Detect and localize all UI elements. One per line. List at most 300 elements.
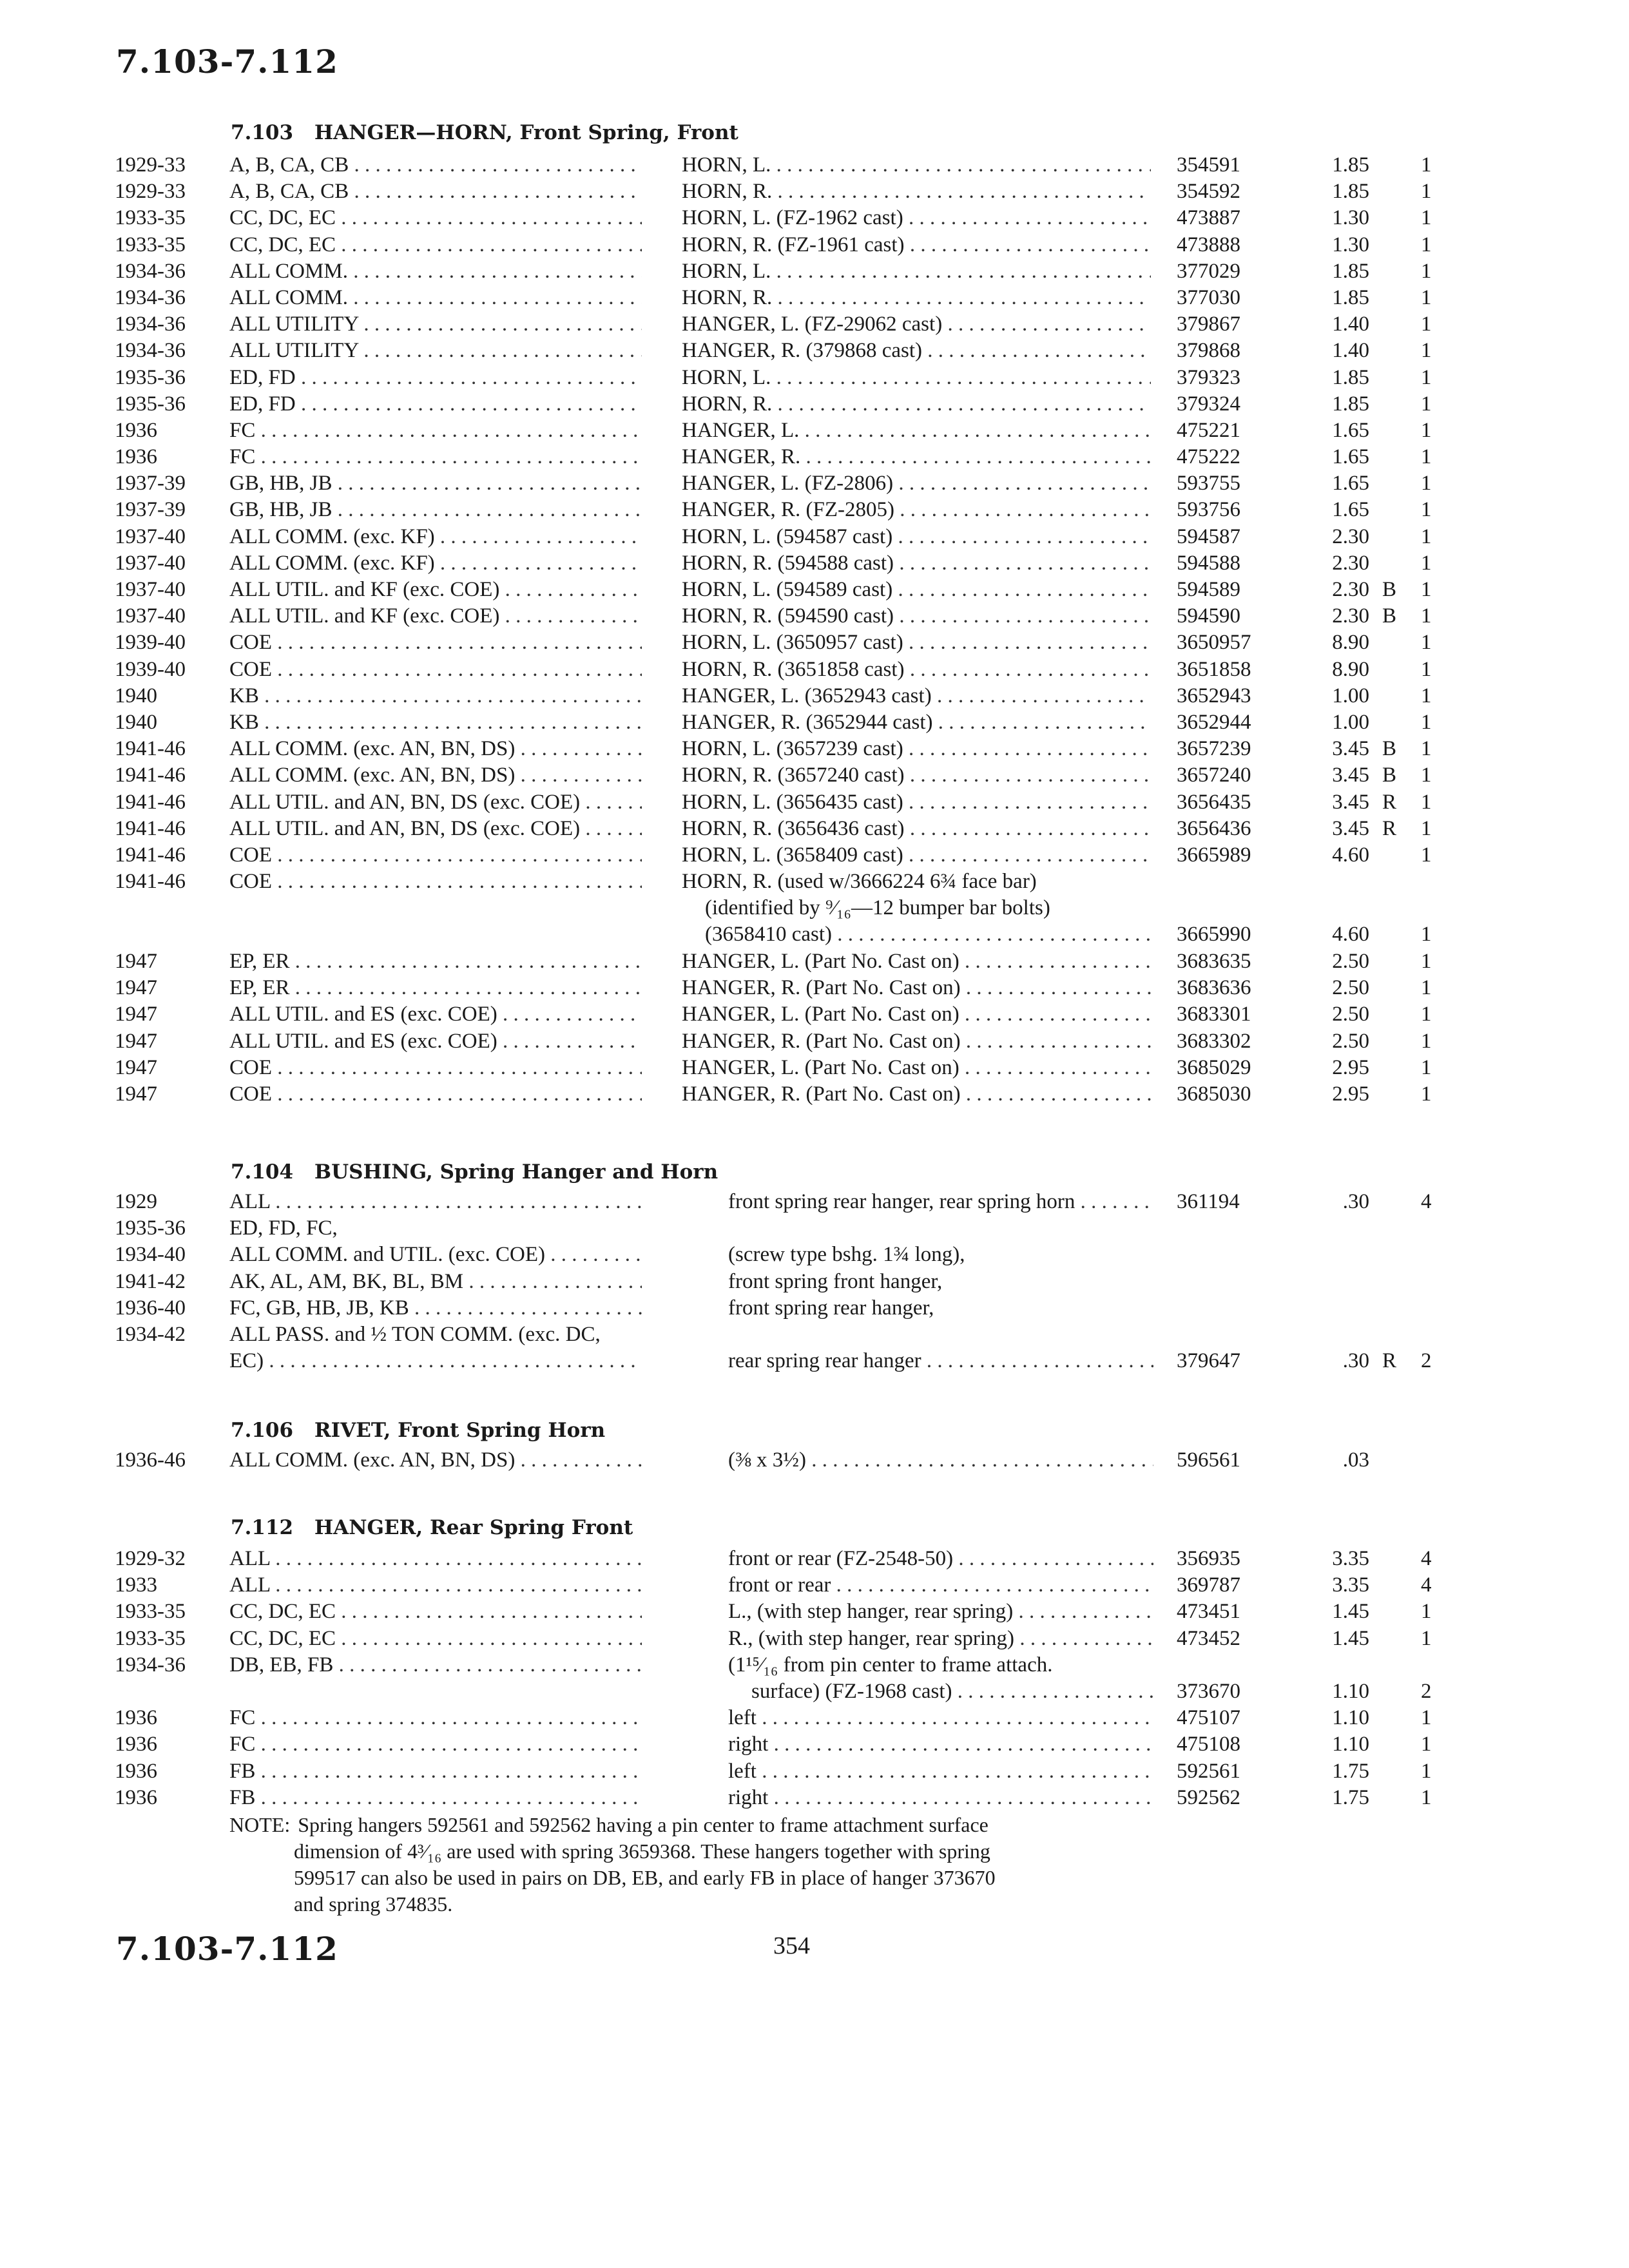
description-cell: HORN, R. (594588 cast) . . . xyxy=(682,550,1151,577)
qty-cell: 1 xyxy=(1421,950,1432,974)
year-cell: 1947 xyxy=(115,950,157,974)
models-cell: ALL COMM. and UTIL. (exc. COE) . . . xyxy=(229,1242,642,1268)
section-heading xyxy=(231,121,738,144)
table-row xyxy=(0,338,1629,364)
note-text: 599517 can also be used in pairs on DB, EB, and early FB in place of hanger 373670 xyxy=(294,1866,996,1889)
models-cell: ALL UTILITY . . . xyxy=(229,338,642,364)
year-cell: 1933-35 xyxy=(115,1626,186,1650)
models-cell: COE . . . xyxy=(229,1055,642,1081)
price-cell: 2.50 xyxy=(1332,1003,1369,1026)
description-cell: HANGER, R. . . . xyxy=(682,444,1151,470)
part-number-cell: 379323 xyxy=(1177,365,1240,389)
code-cell: R xyxy=(1382,790,1397,814)
description-cell: HANGER, R. (Part No. Cast on) . . . xyxy=(682,1028,1151,1055)
qty-cell: 1 xyxy=(1421,1785,1432,1809)
part-number-cell: 377029 xyxy=(1177,259,1240,283)
models-cell: ALL . . . xyxy=(229,1572,642,1599)
qty-cell: 1 xyxy=(1421,180,1432,204)
section-number: 7.106 xyxy=(231,1419,294,1442)
footnote xyxy=(229,1812,1157,1917)
price-cell: 1.10 xyxy=(1332,1679,1369,1703)
models-cell: ED, FD . . . xyxy=(229,391,642,418)
year-cell: 1937-40 xyxy=(115,524,186,548)
models-cell: CC, DC, EC . . . xyxy=(229,232,642,258)
description-cell: HANGER, L. (3652943 cast) . . . xyxy=(682,683,1151,709)
qty-cell: 1 xyxy=(1421,684,1432,707)
description-cell: HANGER, L. (FZ-29062 cast) . . . xyxy=(682,311,1151,338)
part-number-cell: 3683302 xyxy=(1177,1029,1251,1053)
year-cell: 1936 xyxy=(115,1785,157,1809)
year-cell: 1947 xyxy=(115,976,157,1000)
price-cell: 1.40 xyxy=(1332,339,1369,363)
year-cell: 1936 xyxy=(115,1733,157,1756)
section-heading xyxy=(231,1419,605,1442)
section-title: BUSHING, Spring Hanger and Horn xyxy=(314,1160,718,1184)
part-number-cell: 592561 xyxy=(1177,1759,1240,1783)
year-cell: 1934-36 xyxy=(115,1653,186,1677)
qty-cell: 1 xyxy=(1421,365,1432,389)
models-cell: FC . . . xyxy=(229,1731,642,1758)
part-number-cell: 475108 xyxy=(1177,1733,1240,1756)
description-cell: HANGER, R. (Part No. Cast on) . . . xyxy=(682,1081,1151,1108)
page-number: 354 xyxy=(773,1932,810,1959)
price-cell: 3.45 xyxy=(1332,816,1369,840)
models-cell: ALL UTILITY . . . xyxy=(229,311,642,338)
qty-cell: 1 xyxy=(1421,1759,1432,1783)
table-row xyxy=(0,1758,1629,1785)
section-number: 7.103 xyxy=(231,121,294,144)
code-cell: R xyxy=(1382,1349,1397,1373)
qty-cell: 1 xyxy=(1421,843,1432,867)
table-row xyxy=(0,709,1629,736)
year-cell: 1947 xyxy=(115,1003,157,1026)
qty-cell: 1 xyxy=(1421,1733,1432,1756)
models-cell: ALL UTIL. and ES (exc. COE) . . . xyxy=(229,1028,642,1055)
description-cell: front or rear (FZ-2548-50) . . . xyxy=(728,1546,1153,1572)
description-cell: (⅜ x 3½) . . . xyxy=(728,1447,1153,1474)
models-cell: ALL . . . xyxy=(229,1189,642,1215)
qty-cell: 4 xyxy=(1421,1573,1432,1597)
models-cell: ALL COMM. . . . xyxy=(229,285,642,311)
table-row xyxy=(0,497,1629,523)
price-cell: 2.50 xyxy=(1332,1029,1369,1053)
section-number: 7.112 xyxy=(231,1516,294,1539)
year-cell: 1940 xyxy=(115,684,157,707)
part-number-cell: 593756 xyxy=(1177,498,1240,522)
description-cell: HORN, R. . . . xyxy=(682,178,1151,205)
table-row xyxy=(0,789,1629,816)
table-row xyxy=(0,603,1629,629)
table-row xyxy=(0,1652,1629,1705)
section-title: HANGER—HORN, Front Spring, Front xyxy=(314,121,738,144)
table-row xyxy=(0,762,1629,789)
table-row xyxy=(0,1321,1629,1348)
price-cell: 1.30 xyxy=(1332,206,1369,230)
part-number-cell: 3685030 xyxy=(1177,1082,1251,1106)
qty-cell: 1 xyxy=(1421,631,1432,655)
description-cell: right . . . xyxy=(728,1731,1153,1758)
part-number-cell: 592562 xyxy=(1177,1785,1240,1809)
parts-table xyxy=(0,1546,1629,1811)
description-cell: HANGER, L. (Part No. Cast on) . . . xyxy=(682,1055,1151,1081)
table-row xyxy=(0,418,1629,444)
models-cell: COE . . . xyxy=(229,657,642,683)
description-line: HORN, R. (used w/3666224 6¾ face bar) xyxy=(682,870,1037,894)
price-cell: 3.45 xyxy=(1332,790,1369,814)
price-cell: 1.85 xyxy=(1332,392,1369,416)
models-cell: GB, HB, JB . . . xyxy=(229,470,642,497)
price-cell: 2.50 xyxy=(1332,950,1369,974)
description-line: (1¹⁵⁄₁₆ from pin center to frame attach. xyxy=(728,1653,1053,1677)
models-cell: EP, ER . . . xyxy=(229,948,642,975)
table-row xyxy=(0,524,1629,550)
qty-cell: 1 xyxy=(1421,445,1432,469)
models-cell: FC . . . xyxy=(229,444,642,470)
part-number-cell: 3652943 xyxy=(1177,684,1251,707)
table-row xyxy=(0,683,1629,709)
qty-cell: 1 xyxy=(1421,604,1432,628)
models-cell: ALL PASS. and ½ TON COMM. (exc. DC, xyxy=(229,1322,601,1346)
table-row xyxy=(0,1055,1629,1081)
table-row xyxy=(0,444,1629,470)
qty-cell: 1 xyxy=(1421,710,1432,734)
description-cell: HANGER, R. (379868 cast) . . . xyxy=(682,338,1151,364)
description-cell: rear spring rear hanger . . . xyxy=(728,1348,1153,1374)
year-cell: 1941-46 xyxy=(115,790,186,814)
year-cell: 1929-33 xyxy=(115,153,186,177)
note-text: dimension of 4³⁄₁₆ are used with spring 3659368. These hangers together with spring xyxy=(294,1840,990,1863)
description-cell: front spring rear hanger, rear spring horn . . . xyxy=(728,1189,1153,1215)
year-cell: 1934-36 xyxy=(115,259,186,283)
description-cell: HORN, L. (3656435 cast) . . . xyxy=(682,789,1151,816)
models-cell: CC, DC, EC . . . xyxy=(229,1626,642,1652)
description-cell: HANGER, L. (Part No. Cast on) . . . xyxy=(682,948,1151,975)
price-cell: 4.60 xyxy=(1332,843,1369,867)
description-cell: HORN, L. (3657239 cast) . . . xyxy=(682,736,1151,762)
part-number-cell: 473887 xyxy=(1177,206,1240,230)
description-line: surface) (FZ-1968 cast) . . . xyxy=(728,1678,1153,1705)
models-cell: AK, AL, AM, BK, BL, BM . . . xyxy=(229,1269,642,1295)
price-cell: 4.60 xyxy=(1332,923,1369,947)
table-row xyxy=(0,178,1629,205)
price-cell: 8.90 xyxy=(1332,631,1369,655)
models-cell: ALL UTIL. and AN, BN, DS (exc. COE) . . . xyxy=(229,816,642,842)
qty-cell: 1 xyxy=(1421,472,1432,495)
year-cell: 1937-40 xyxy=(115,551,186,575)
table-row xyxy=(0,391,1629,418)
part-number-cell: 354592 xyxy=(1177,180,1240,204)
description-cell: HORN, R. (3657240 cast) . . . xyxy=(682,762,1151,789)
year-cell: 1936-46 xyxy=(115,1448,186,1472)
qty-cell: 1 xyxy=(1421,418,1432,442)
models-cell: KB . . . xyxy=(229,683,642,709)
price-cell: 3.45 xyxy=(1332,737,1369,761)
price-cell: 1.30 xyxy=(1332,233,1369,256)
table-row xyxy=(0,1572,1629,1599)
qty-cell: 1 xyxy=(1421,392,1432,416)
description-cell: front spring front hanger, xyxy=(728,1269,943,1293)
table-row xyxy=(0,1242,1629,1268)
description-cell: HORN, R. (FZ-1961 cast) . . . xyxy=(682,232,1151,258)
section-heading xyxy=(231,1160,718,1184)
note-label: NOTE: xyxy=(229,1813,291,1836)
parts-table xyxy=(0,152,1629,1108)
description-cell: front spring rear hanger, xyxy=(728,1296,934,1320)
part-number-cell: 594587 xyxy=(1177,524,1240,548)
description-cell: HORN, L. . . . xyxy=(682,365,1151,391)
code-cell: B xyxy=(1382,737,1397,761)
year-cell: 1937-39 xyxy=(115,498,186,522)
year-cell: 1929-33 xyxy=(115,180,186,204)
qty-cell: 1 xyxy=(1421,312,1432,336)
price-cell: 1.75 xyxy=(1332,1785,1369,1809)
models-cell: ALL UTIL. and KF (exc. COE) . . . xyxy=(229,603,642,629)
year-cell: 1935-36 xyxy=(115,1216,186,1240)
code-cell: B xyxy=(1382,604,1397,628)
models-cell: ALL COMM. . . . xyxy=(229,258,642,285)
models-cell: CC, DC, EC . . . xyxy=(229,1599,642,1625)
part-number-cell: 373670 xyxy=(1177,1679,1240,1703)
qty-cell: 1 xyxy=(1421,1082,1432,1106)
qty-cell: 1 xyxy=(1421,551,1432,575)
description-line: (3658410 cast) . . . xyxy=(682,921,1151,948)
year-cell: 1941-46 xyxy=(115,816,186,840)
qty-cell: 1 xyxy=(1421,259,1432,283)
qty-cell: 4 xyxy=(1421,1547,1432,1570)
price-cell: 3.35 xyxy=(1332,1573,1369,1597)
table-row xyxy=(0,577,1629,603)
price-cell: 2.30 xyxy=(1332,524,1369,548)
year-cell: 1941-46 xyxy=(115,764,186,787)
year-cell: 1937-39 xyxy=(115,472,186,495)
part-number-cell: 593755 xyxy=(1177,472,1240,495)
price-cell: 1.00 xyxy=(1332,684,1369,707)
parts-table xyxy=(0,1189,1629,1374)
year-cell: 1933-35 xyxy=(115,1600,186,1624)
part-number-cell: 3650957 xyxy=(1177,631,1251,655)
models-cell: FC . . . xyxy=(229,1705,642,1731)
qty-cell: 1 xyxy=(1421,285,1432,309)
models-cell: KB . . . xyxy=(229,709,642,736)
code-cell: B xyxy=(1382,578,1397,601)
description-cell: HORN, L. . . . xyxy=(682,152,1151,178)
description-cell: HANGER, L. . . . xyxy=(682,418,1151,444)
year-cell: 1933 xyxy=(115,1573,157,1597)
price-cell: 1.75 xyxy=(1332,1759,1369,1783)
table-row xyxy=(0,629,1629,656)
description-cell: HORN, L. (3658409 cast) . . . xyxy=(682,842,1151,869)
year-cell: 1936-40 xyxy=(115,1296,186,1320)
price-cell: 1.10 xyxy=(1332,1706,1369,1730)
part-number-cell: 379647 xyxy=(1177,1349,1240,1373)
price-cell: 3.45 xyxy=(1332,764,1369,787)
price-cell: 1.85 xyxy=(1332,365,1369,389)
description-cell: HORN, R. . . . xyxy=(682,391,1151,418)
description-line: (identified by ⁹⁄₁₆—12 bumper bar bolts) xyxy=(705,896,1050,920)
description-cell: HANGER, L. (FZ-2806) . . . xyxy=(682,470,1151,497)
part-number-cell: 369787 xyxy=(1177,1573,1240,1597)
description-cell: HANGER, L. (Part No. Cast on) . . . xyxy=(682,1001,1151,1028)
table-row xyxy=(0,152,1629,178)
description-cell: left . . . xyxy=(728,1758,1153,1785)
year-cell: 1935-36 xyxy=(115,365,186,389)
qty-cell: 1 xyxy=(1421,206,1432,230)
year-cell: 1936 xyxy=(115,1706,157,1730)
part-number-cell: 3683301 xyxy=(1177,1003,1251,1026)
part-number-cell: 596561 xyxy=(1177,1448,1240,1472)
year-cell: 1939-40 xyxy=(115,631,186,655)
description-cell: HORN, L. (594587 cast) . . . xyxy=(682,524,1151,550)
year-cell: 1936 xyxy=(115,445,157,469)
year-cell: 1937-40 xyxy=(115,604,186,628)
models-cell: GB, HB, JB . . . xyxy=(229,497,642,523)
description-cell: HANGER, R. (Part No. Cast on) . . . xyxy=(682,975,1151,1001)
year-cell: 1934-36 xyxy=(115,312,186,336)
code-cell: B xyxy=(1382,764,1397,787)
price-cell: 3.35 xyxy=(1332,1547,1369,1570)
year-cell: 1936 xyxy=(115,418,157,442)
table-row xyxy=(0,1028,1629,1055)
year-cell: 1934-36 xyxy=(115,339,186,363)
description-cell: HORN, L. . . . xyxy=(682,258,1151,285)
part-number-cell: 3656436 xyxy=(1177,816,1251,840)
price-cell: 2.95 xyxy=(1332,1055,1369,1079)
part-number-cell: 3652944 xyxy=(1177,710,1251,734)
section-title: RIVET, Front Spring Horn xyxy=(314,1419,606,1442)
price-cell: 2.50 xyxy=(1332,976,1369,1000)
table-row xyxy=(0,1295,1629,1321)
price-cell: 1.85 xyxy=(1332,153,1369,177)
year-cell: 1939-40 xyxy=(115,657,186,681)
qty-cell: 1 xyxy=(1421,524,1432,548)
description-cell xyxy=(682,869,1151,948)
year-cell: 1941-46 xyxy=(115,843,186,867)
price-cell: 1.85 xyxy=(1332,180,1369,204)
part-number-cell: 3685029 xyxy=(1177,1055,1251,1079)
models-cell: COE . . . xyxy=(229,1081,642,1108)
part-number-cell: 354591 xyxy=(1177,153,1240,177)
qty-cell: 1 xyxy=(1421,1055,1432,1079)
note-text: and spring 374835. xyxy=(294,1892,453,1916)
year-cell: 1929-32 xyxy=(115,1547,186,1570)
qty-cell: 1 xyxy=(1421,1600,1432,1624)
part-number-cell: 473452 xyxy=(1177,1626,1240,1650)
part-number-cell: 356935 xyxy=(1177,1547,1240,1570)
part-number-cell: 475107 xyxy=(1177,1706,1240,1730)
table-row xyxy=(0,1785,1629,1811)
description-cell: front or rear . . . xyxy=(728,1572,1153,1599)
table-row xyxy=(0,657,1629,683)
price-cell: 2.95 xyxy=(1332,1082,1369,1106)
part-number-cell: 361194 xyxy=(1177,1190,1240,1213)
table-row xyxy=(0,285,1629,311)
price-cell: 1.65 xyxy=(1332,418,1369,442)
models-cell: A, B, CA, CB . . . xyxy=(229,178,642,205)
qty-cell: 1 xyxy=(1421,976,1432,1000)
part-number-cell: 379324 xyxy=(1177,392,1240,416)
models-cell: COE . . . xyxy=(229,629,642,656)
year-cell: 1933-35 xyxy=(115,233,186,256)
table-row xyxy=(0,550,1629,577)
year-cell: 1933-35 xyxy=(115,206,186,230)
price-cell: 2.30 xyxy=(1332,551,1369,575)
price-cell: 1.85 xyxy=(1332,285,1369,309)
note-line xyxy=(229,1812,1157,1838)
qty-cell: 2 xyxy=(1421,1679,1432,1703)
models-cell: EC) . . . xyxy=(229,1348,642,1374)
part-number-cell: 594589 xyxy=(1177,578,1240,601)
section-number: 7.104 xyxy=(231,1160,294,1184)
description-cell: HORN, R. (3651858 cast) . . . xyxy=(682,657,1151,683)
table-row xyxy=(0,948,1629,975)
part-number-cell: 475221 xyxy=(1177,418,1240,442)
parts-table xyxy=(0,1447,1629,1474)
description-cell: HORN, R. . . . xyxy=(682,285,1151,311)
table-row xyxy=(0,365,1629,391)
part-number-cell: 3657240 xyxy=(1177,764,1251,787)
description-cell: HORN, L. (3650957 cast) . . . xyxy=(682,629,1151,656)
models-cell: ALL COMM. (exc. KF) . . . xyxy=(229,524,642,550)
part-number-cell: 3683636 xyxy=(1177,976,1251,1000)
qty-cell: 1 xyxy=(1421,1029,1432,1053)
models-cell: ALL COMM. (exc. AN, BN, DS) . . . xyxy=(229,762,642,789)
price-cell: 1.65 xyxy=(1332,498,1369,522)
section-title: HANGER, Rear Spring Front xyxy=(314,1516,633,1539)
price-cell: 1.85 xyxy=(1332,259,1369,283)
description-cell: HORN, R. (3656436 cast) . . . xyxy=(682,816,1151,842)
table-row xyxy=(0,1599,1629,1625)
part-number-cell: 3656435 xyxy=(1177,790,1251,814)
year-cell: 1934-42 xyxy=(115,1322,186,1346)
year-cell: 1935-36 xyxy=(115,392,186,416)
price-cell: 2.30 xyxy=(1332,604,1369,628)
description-cell: HANGER, R. (FZ-2805) . . . xyxy=(682,497,1151,523)
models-cell: COE . . . xyxy=(229,869,642,895)
models-cell: FC, GB, HB, JB, KB . . . xyxy=(229,1295,642,1321)
qty-cell: 1 xyxy=(1421,233,1432,256)
table-row xyxy=(0,1705,1629,1731)
year-cell: 1947 xyxy=(115,1055,157,1079)
models-cell: CC, DC, EC . . . xyxy=(229,205,642,231)
models-cell: ALL UTIL. and KF (exc. COE) . . . xyxy=(229,577,642,603)
part-number-cell: 473451 xyxy=(1177,1600,1240,1624)
models-cell: EP, ER . . . xyxy=(229,975,642,1001)
qty-cell: 1 xyxy=(1421,1706,1432,1730)
qty-cell: 1 xyxy=(1421,790,1432,814)
part-number-cell: 473888 xyxy=(1177,233,1240,256)
description-cell: HORN, L. (594589 cast) . . . xyxy=(682,577,1151,603)
models-cell: FB . . . xyxy=(229,1785,642,1811)
description-cell: HORN, L. (FZ-1962 cast) . . . xyxy=(682,205,1151,231)
models-cell: ALL . . . xyxy=(229,1546,642,1572)
year-cell: 1947 xyxy=(115,1082,157,1106)
table-row xyxy=(0,311,1629,338)
table-row xyxy=(0,1626,1629,1652)
section-heading xyxy=(231,1516,633,1539)
qty-cell: 1 xyxy=(1421,498,1432,522)
price-cell: 1.45 xyxy=(1332,1600,1369,1624)
table-row xyxy=(0,1189,1629,1215)
description-cell: right . . . xyxy=(728,1785,1153,1811)
qty-cell: 1 xyxy=(1421,923,1432,947)
part-number-cell: 3665990 xyxy=(1177,923,1251,947)
table-row xyxy=(0,1731,1629,1758)
part-number-cell: 3665989 xyxy=(1177,843,1251,867)
price-cell: 2.30 xyxy=(1332,578,1369,601)
models-cell: FB . . . xyxy=(229,1758,642,1785)
part-number-cell: 377030 xyxy=(1177,285,1240,309)
qty-cell: 1 xyxy=(1421,657,1432,681)
